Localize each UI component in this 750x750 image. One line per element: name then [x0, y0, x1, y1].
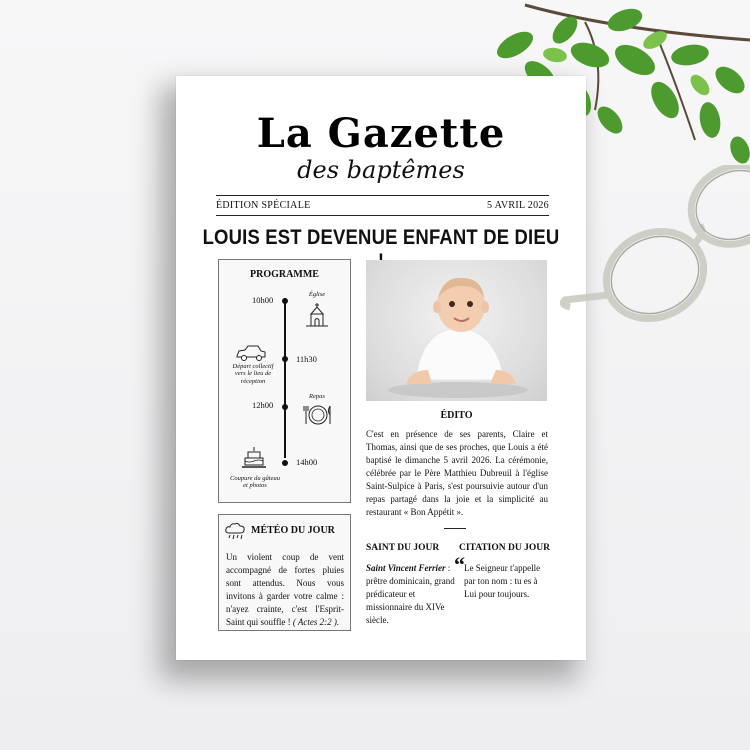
meteo-body: Un violent coup de vent accompagné de fortes pluies sont attendus. Nous vous invitons à garder votre calme : n'ayez crainte, c'est l'Esprit-Saint qui souffle !	[226, 552, 344, 627]
saint-description: : prêtre dominicain, grand prédicateur et missionnaire du XIVe siècle.	[366, 563, 455, 625]
masthead-title: La Gazette	[256, 110, 506, 157]
cake-icon	[241, 446, 267, 472]
event-caption: Coupure du gâteau et photos	[230, 475, 280, 490]
timeline-dot	[282, 404, 288, 410]
timeline-dot	[282, 356, 288, 362]
meteo-text	[226, 551, 344, 629]
event-time: 14h00	[296, 457, 318, 467]
event-time: 11h30	[296, 354, 317, 364]
quote-mark: “	[454, 552, 465, 577]
citation-text: Le Seigneur t'appelle par ton nom : tu es à Lui pour toujours.	[464, 563, 541, 599]
bottom-rule	[216, 215, 549, 216]
edition-label: ÉDITION SPÉCIALE	[216, 200, 311, 211]
meteo-title: MÉTÉO DU JOUR	[251, 525, 335, 536]
plate-icon	[303, 403, 333, 427]
masthead-subtitle: des baptêmes	[297, 156, 465, 184]
event-time: 12h00	[252, 400, 274, 410]
meteo-box	[218, 514, 351, 631]
edito-title: ÉDITO	[440, 410, 473, 421]
event-caption: Repas	[309, 393, 325, 400]
saint-name: Saint Vincent Ferrier	[366, 563, 446, 573]
saint-text	[366, 562, 456, 627]
car-icon	[235, 344, 267, 362]
date-label: 5 AVRIL 2026	[487, 200, 549, 211]
timeline-line	[284, 298, 286, 458]
edito-text: C'est en présence de ses parents, Claire et Thomas, ainsi que de ses proches, que Louis a été baptisé le dimanche 5 avril 2026. La cérémonie, célébrée par le Père Matthieu Dubreuil à l'église Saint-Sulpice à Paris, s'est poursuivie autour d'un repas partagé dans la joie et la simplicité au restaurant « Bon Appétit ».	[366, 429, 548, 517]
baby-photo	[366, 260, 547, 401]
newspaper-page	[176, 76, 586, 660]
citation-title: CITATION DU JOUR	[459, 543, 550, 553]
baby-illustration	[366, 260, 547, 401]
programme-title: PROGRAMME	[250, 269, 319, 280]
programme-box	[218, 259, 351, 503]
rain-cloud-icon	[224, 522, 246, 542]
church-icon	[305, 302, 329, 328]
event-caption: Église	[308, 291, 326, 298]
timeline-dot	[282, 460, 288, 466]
event-caption: Départ collectif vers le lieu de réception	[232, 363, 274, 385]
glasses-decoration	[560, 165, 750, 345]
section-divider	[444, 528, 466, 529]
saint-title: SAINT DU JOUR	[366, 543, 440, 553]
top-rule	[216, 195, 549, 196]
timeline-dot	[282, 298, 288, 304]
event-time: 10h00	[252, 295, 274, 305]
meteo-reference: ( Actes 2:2 ).	[292, 617, 340, 627]
headline: LOUIS EST DEVENUE ENFANT DE DIEU	[202, 226, 560, 249]
